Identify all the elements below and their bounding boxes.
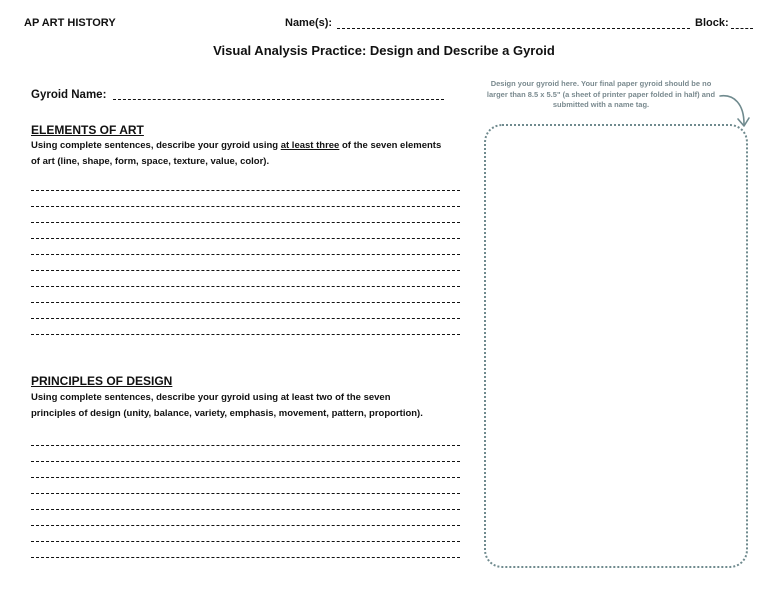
answer-line[interactable] [31,238,460,239]
elements-instr-text-end: of the seven elements of art (line, shape, form, space, texture, value, color). [31,140,442,167]
page-title: Visual Analysis Practice: Design and Describe a Gyroid [213,43,555,58]
answer-line[interactable] [31,254,460,255]
answer-line[interactable] [31,477,460,478]
answer-line[interactable] [31,190,460,191]
gyroid-name-line[interactable] [113,99,444,100]
design-note: Design your gyroid here. Your final paper gyroid should be no larger than 8.5 x 5.5" (a sheet of printer paper folded in half) and submitted with a name tag. [486,79,716,109]
names-input-line[interactable] [337,28,690,29]
elements-instructions [31,138,451,170]
course-name: AP ART HISTORY [24,17,116,29]
elements-instr-emphasis: at least three [280,140,340,151]
answer-line[interactable] [31,222,460,223]
answer-line[interactable] [31,557,460,558]
block-label: Block: [695,17,729,29]
principles-instr-line: Using complete sentences, describe your gyroid using at least two of the seven [31,392,391,403]
answer-line[interactable] [31,525,460,526]
principles-instr-line: principles of design (unity, balance, variety, emphasis, movement, pattern, proportion). [31,408,423,419]
elements-instr-text: Using complete sentences, describe your gyroid using [31,140,281,151]
names-label: Name(s): [285,17,333,29]
answer-line[interactable] [31,302,460,303]
answer-line[interactable] [31,509,460,510]
gyroid-design-box[interactable] [484,124,748,568]
elements-heading: ELEMENTS OF ART [31,123,144,137]
answer-line[interactable] [31,541,460,542]
answer-line[interactable] [31,270,460,271]
answer-line[interactable] [31,286,460,287]
principles-instructions [31,390,471,422]
block-input-line[interactable] [731,28,753,29]
answer-line[interactable] [31,493,460,494]
gyroid-name-label: Gyroid Name: [31,89,107,101]
answer-line[interactable] [31,318,460,319]
answer-line[interactable] [31,461,460,462]
answer-line[interactable] [31,334,460,335]
answer-line[interactable] [31,445,460,446]
principles-heading: PRINCIPLES OF DESIGN [31,374,173,388]
answer-line[interactable] [31,206,460,207]
